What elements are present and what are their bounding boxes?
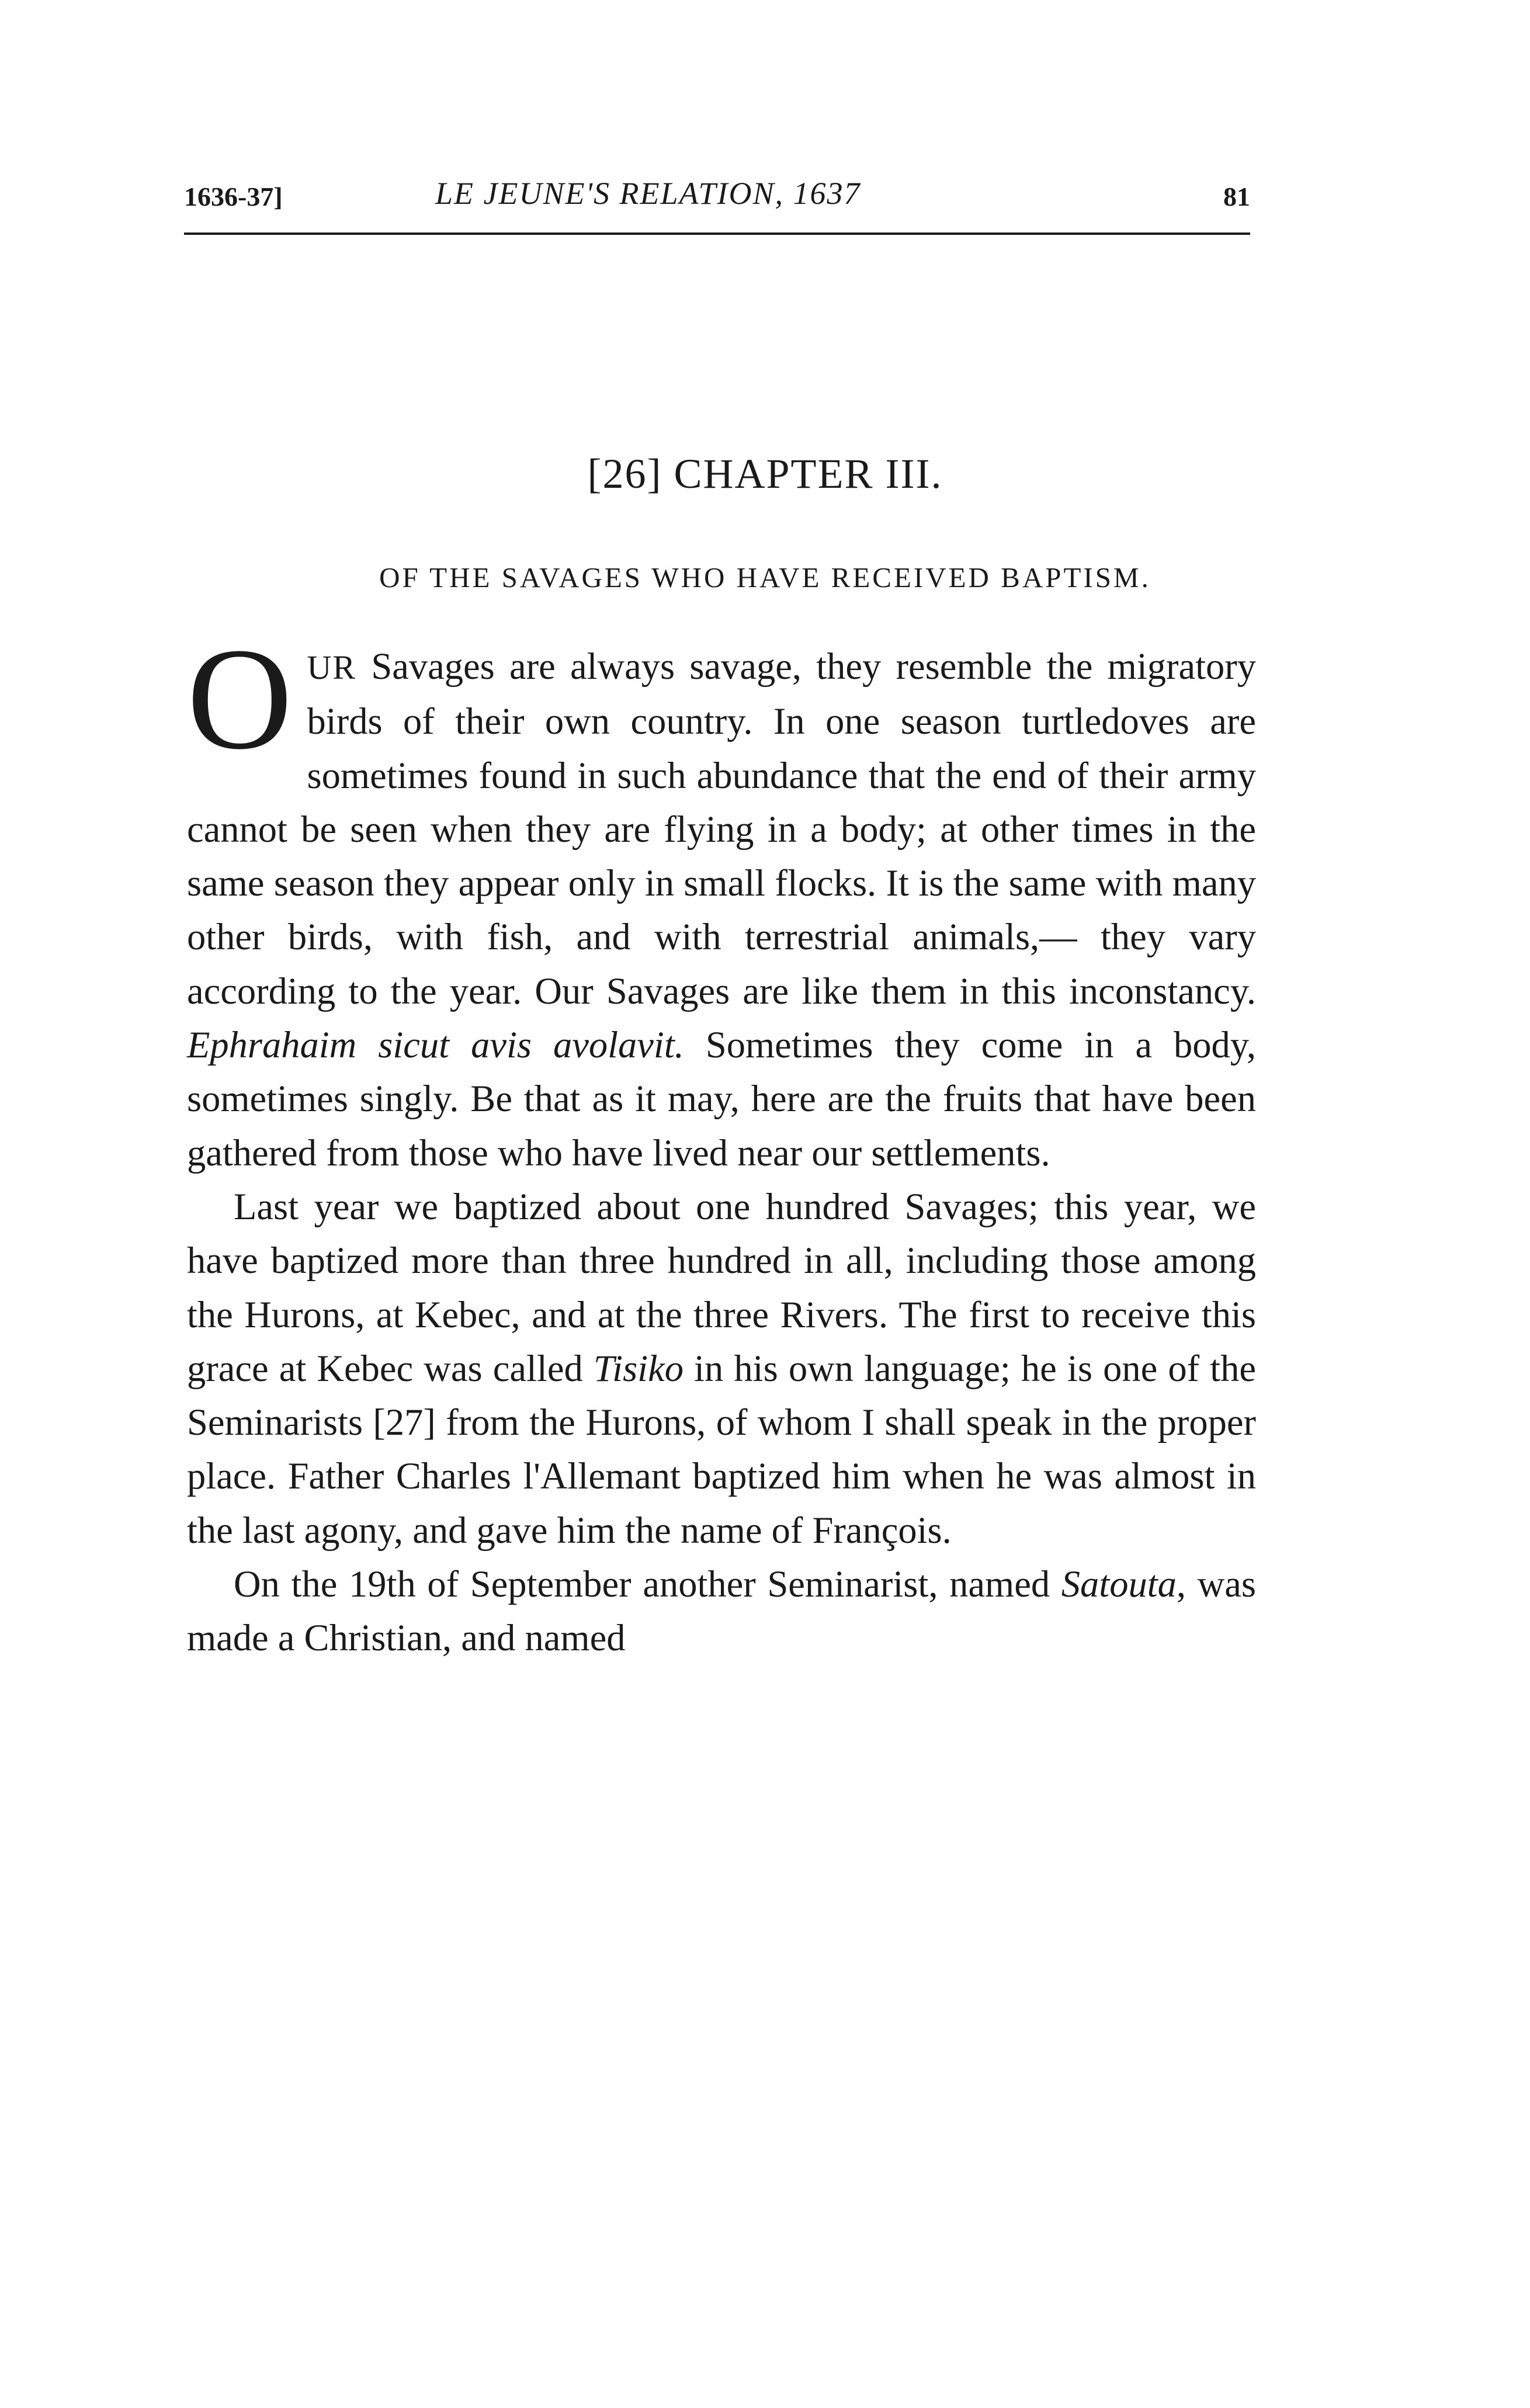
paragraph-1-text-b: Sometimes they come in a body, sometimes singly. Be that as it may, here are the fruits that have been gathered from those who have lived near our settlements. — [187, 1024, 1256, 1174]
chapter-title: [26] CHAPTER III. — [587, 450, 943, 497]
header-rule — [184, 233, 1250, 235]
name-tisiko: Tisiko — [593, 1347, 684, 1389]
paragraph-3-text-b: , was made a Christian, and named — [187, 1563, 1257, 1659]
header-years: 1636-37] — [184, 182, 283, 211]
header-title: LE JEUNE'S RELATION, 1637 — [435, 176, 861, 211]
paragraph-2-text-a: Last year we baptized about one hundred Savages; this year, we have baptized more than three hundred in all, including those among the Hurons, at Kebec, and at the three Rivers. The first to receive this grace at Kebec was called — [187, 1185, 1256, 1389]
name-satouta: Satouta — [1061, 1563, 1177, 1605]
paragraph-1 — [187, 618, 1256, 1180]
latin-quotation: Ephrahaim sicut avis avolavit. — [187, 1024, 684, 1066]
drop-cap: O — [187, 618, 293, 780]
body-text — [187, 618, 1257, 1666]
small-caps-opening: UR — [307, 648, 357, 686]
running-head — [184, 175, 1250, 222]
paragraph-1-text-a: Savages are always savage, they resemble the migratory birds of their own country. In one season turtledoves are sometimes found in such abundance that the end of their army cannot be seen when they are flying in a body; at other times in the same season they appear only in small flocks. It is the same with many other birds, with fish, and with terrestrial animals,— they vary according to the year. Our Savages are like them in this inconstancy. — [187, 646, 1256, 1012]
chapter-subtitle: OF THE SAVAGES WHO HAVE RECEIVED BAPTISM. — [379, 561, 1151, 594]
paragraph-2-text-b: in his own language; he is one of the Seminarists [27] from the Hurons, of whom I shall speak in the proper place. Father Charles l'Allemant baptized him when he was almost in the last agony, and gave him the name of François. — [187, 1347, 1256, 1551]
page-number: 81 — [1223, 182, 1250, 211]
paragraph-3-text-a: On the 19th of September another Seminarist, named — [234, 1563, 1061, 1605]
paragraph-3 — [187, 1557, 1256, 1666]
paragraph-2 — [187, 1180, 1256, 1557]
